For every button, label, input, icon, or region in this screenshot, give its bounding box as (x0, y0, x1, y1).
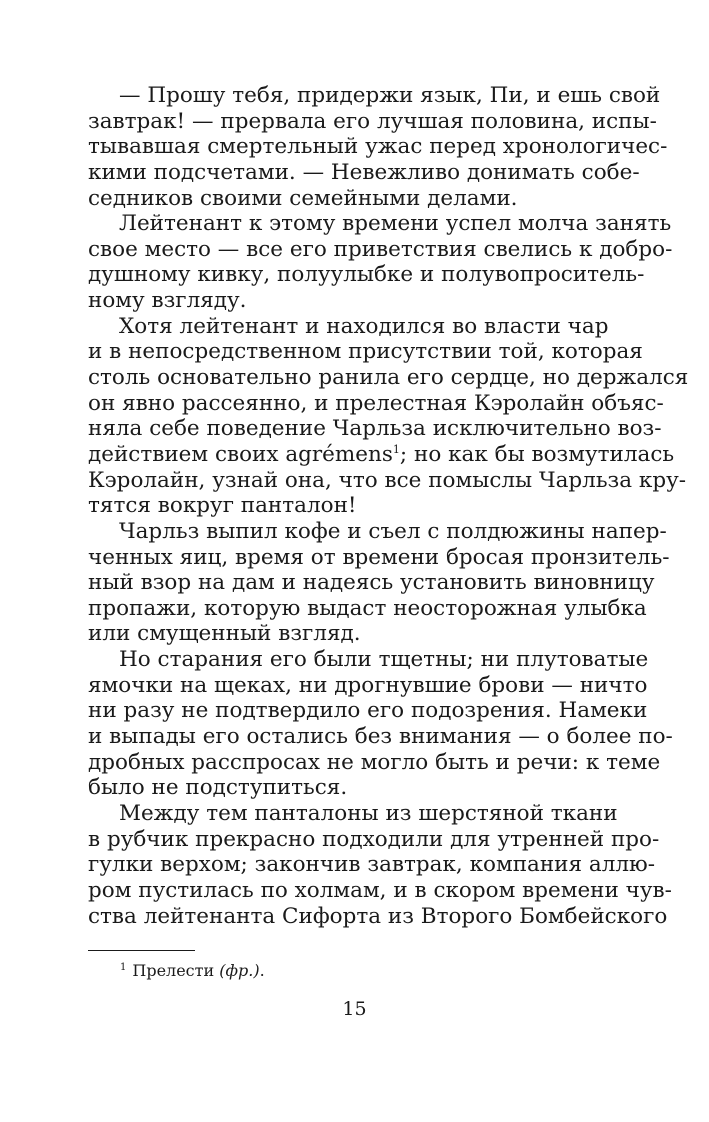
footnote-period: . (259, 961, 265, 980)
text-line: няла себе поведение Чарльза исключительно воз- (88, 416, 662, 442)
book-page-text (88, 83, 689, 929)
footnote-text: Прелести (132, 961, 215, 980)
text-line: Чарльз выпил кофе и съел с полдюжины напер- (119, 518, 667, 544)
text-line: Но старания его были тщетны; ни плутоватые (119, 647, 649, 673)
text-line: пропажи, которую выдаст неосторожная улыбка (88, 595, 647, 621)
text-line: ному взгляду. (88, 288, 247, 314)
text-line: душному кивку, полуулыбке и полувопроситель- (88, 262, 645, 288)
text-line-end: ; но как бы возмутилась (399, 441, 675, 467)
text-line: тывавшая смертельный ужас перед хронологичес- (88, 134, 668, 160)
text-line: седников своими семейными делами. (88, 185, 518, 211)
text-line: в рубчик прекрасно подходили для утренней про- (88, 826, 660, 852)
text-line: ямочки на щеках, ни дрогнувшие брови — ничто (88, 672, 648, 698)
text-line-with-footnote (88, 441, 675, 468)
text-line: или смущенный взгляд. (88, 621, 361, 647)
text-line: было не подступиться. (88, 775, 348, 801)
text-line: ства лейтенанта Сифорта из Второго Бомбейского (88, 903, 668, 929)
text-line: Хотя лейтенант и находился во власти чар (119, 313, 609, 339)
text-line-start: действием своих agrémens (88, 441, 393, 467)
text-line: ни разу не подтвердило его подозрения. Намеки (88, 698, 648, 724)
footnote (120, 961, 265, 981)
text-line: тятся вокруг панталон! (88, 493, 357, 519)
footnote-reference: 1 (392, 442, 400, 456)
text-line: завтрак! — прервала его лучшая половина, испы- (88, 108, 657, 134)
text-line: и выпады его остались без внимания — о более по- (88, 724, 673, 750)
page-number: 15 (342, 998, 367, 1020)
text-line: Между тем панталоны из шерстяной ткани (119, 800, 618, 826)
footnote-language-note: (фр.) (219, 961, 260, 980)
text-line: Лейтенант к этому времени успел молча занять (119, 211, 672, 237)
text-line: — Прошу тебя, придержи язык, Пи, и ешь свой (119, 83, 661, 108)
text-line: свое место — все его приветствия свелись к добро- (88, 236, 673, 262)
text-line: дробных расспросах не могло быть и речи: к теме (88, 749, 661, 775)
text-line: и в непосредственном присутствии той, которая (88, 339, 643, 365)
text-line: ченных яиц, время от времени бросая пронзитель- (88, 544, 670, 570)
text-line: Кэролайн, узнай она, что все помыслы Чарльза кру- (88, 467, 687, 493)
footnote-marker: 1 (120, 961, 127, 973)
text-line: ром пустилась по холмам, и в скором времени чув- (88, 877, 672, 903)
footnote-divider (88, 950, 195, 951)
text-line: гулки верхом; закончив завтрак, компания аллю- (88, 852, 656, 878)
text-line: он явно рассеянно, и прелестная Кэролайн объяс- (88, 390, 664, 416)
text-line: кими подсчетами. — Невежливо донимать собе- (88, 159, 640, 185)
text-line: ный взор на дам и надеясь установить виновницу (88, 570, 655, 596)
text-line: столь основательно ранила его сердце, но держался (88, 365, 689, 391)
